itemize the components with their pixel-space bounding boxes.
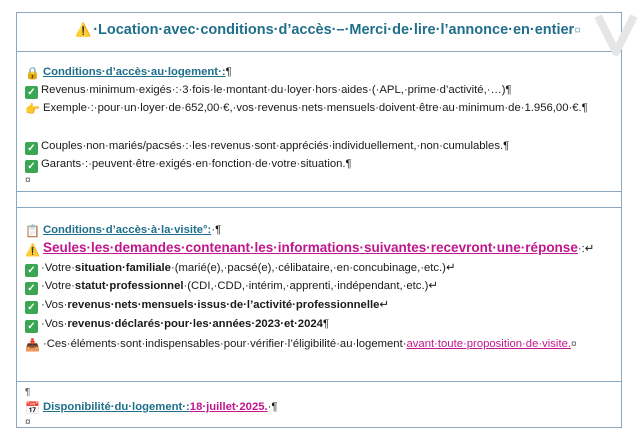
section-access-conditions bbox=[17, 51, 621, 192]
check-icon: ✓ bbox=[25, 301, 38, 314]
watermark-logo bbox=[594, 8, 640, 58]
warning-icon: ⚠️ bbox=[75, 22, 92, 37]
cell-end-mark: ¤ bbox=[25, 417, 31, 428]
check-icon: ✓ bbox=[25, 282, 38, 295]
list-item: ✓ Revenus·minimum·exigés·:·3·fois·le·montant·du·loyer·hors·aides·(·APL,·prime·d’activité,·…)¶ bbox=[25, 82, 615, 99]
section1-heading: 🔒 Conditions·d’accès·au·logement·:¶ bbox=[25, 66, 232, 80]
pilcrow-line: ¶ bbox=[25, 387, 31, 398]
list-item: ✓ ·Vos·revenus·déclarés·pour·les·années·2023·et·2024¶ bbox=[25, 316, 615, 333]
spacer-row bbox=[17, 191, 621, 208]
check-icon: ✓ bbox=[25, 142, 38, 155]
section-visit-conditions bbox=[17, 207, 621, 382]
document-title: ⚠️ ·Location·avec·conditions·d’accès·–·Merci·de·lire·l’annonce·en·entier¤ bbox=[75, 22, 581, 38]
list-item: ✓ Couples·non·mariés/pacsés·:·les·revenus·sont·appréciés·individuellement,·non·cumulables.¶ bbox=[25, 138, 615, 155]
list-item: ✓ ·Votre·situation·familiale·(marié(e),·pacsé(e),·célibataire,·en·concubinage,·etc.)↵ bbox=[25, 260, 615, 277]
warning-line: ⚠️ Seules·les·demandes·contenant·les·informations·suivantes·recevront·une·réponse·:↵ bbox=[25, 240, 595, 257]
check-icon: ✓ bbox=[25, 320, 38, 333]
check-icon: ✓ bbox=[25, 86, 38, 99]
check-icon: ✓ bbox=[25, 264, 38, 277]
visit-link[interactable]: avant·toute·proposition·de·visite. bbox=[406, 338, 572, 350]
warning-icon: ⚠️ bbox=[25, 243, 40, 257]
title-row bbox=[17, 13, 621, 51]
list-item: ✓ Garants·:·peuvent·être·exigés·en·fonction·de·votre·situation.¶ bbox=[25, 156, 615, 173]
section-availability bbox=[17, 381, 621, 430]
clipboard-icon: 📋 bbox=[25, 224, 40, 238]
note-line: 📥 ·Ces·éléments·sont·indispensables·pour·vérifier·l’éligibilité·au·logement·avant·toute·proposition·de·visite.¤ bbox=[25, 338, 577, 352]
download-icon: 📥 bbox=[25, 338, 40, 352]
section2-heading: 📋 Conditions·d’accès·à·la·visite°:·¶ bbox=[25, 224, 222, 238]
calendar-icon: 📅 bbox=[25, 401, 40, 415]
document-table bbox=[16, 12, 622, 428]
list-item: ✓ ·Votre·statut·professionnel·(CDI,·CDD,·intérim,·apprenti,·indépendant,·etc.)↵ bbox=[25, 278, 615, 295]
pointing-hand-icon: 👉 bbox=[25, 102, 40, 116]
section3-heading: 📅 Disponibilité·du·logement·:18·juillet·2025.·¶ bbox=[25, 401, 278, 415]
lock-icon: 🔒 bbox=[25, 66, 40, 80]
cell-end-mark: ¤ bbox=[574, 23, 581, 37]
list-item: ✓ ·Vos·revenus·nets·mensuels·issus·de·l’activité·professionnelle↵ bbox=[25, 297, 615, 314]
list-item: 👉 Exemple·:·pour·un·loyer·de·652,00·€,·vos·revenus·nets·mensuels·doivent·être·au·minimum·de·1.956,00·€.¶ bbox=[25, 102, 588, 116]
check-icon: ✓ bbox=[25, 160, 38, 173]
cell-end-mark: ¤ bbox=[25, 175, 31, 186]
